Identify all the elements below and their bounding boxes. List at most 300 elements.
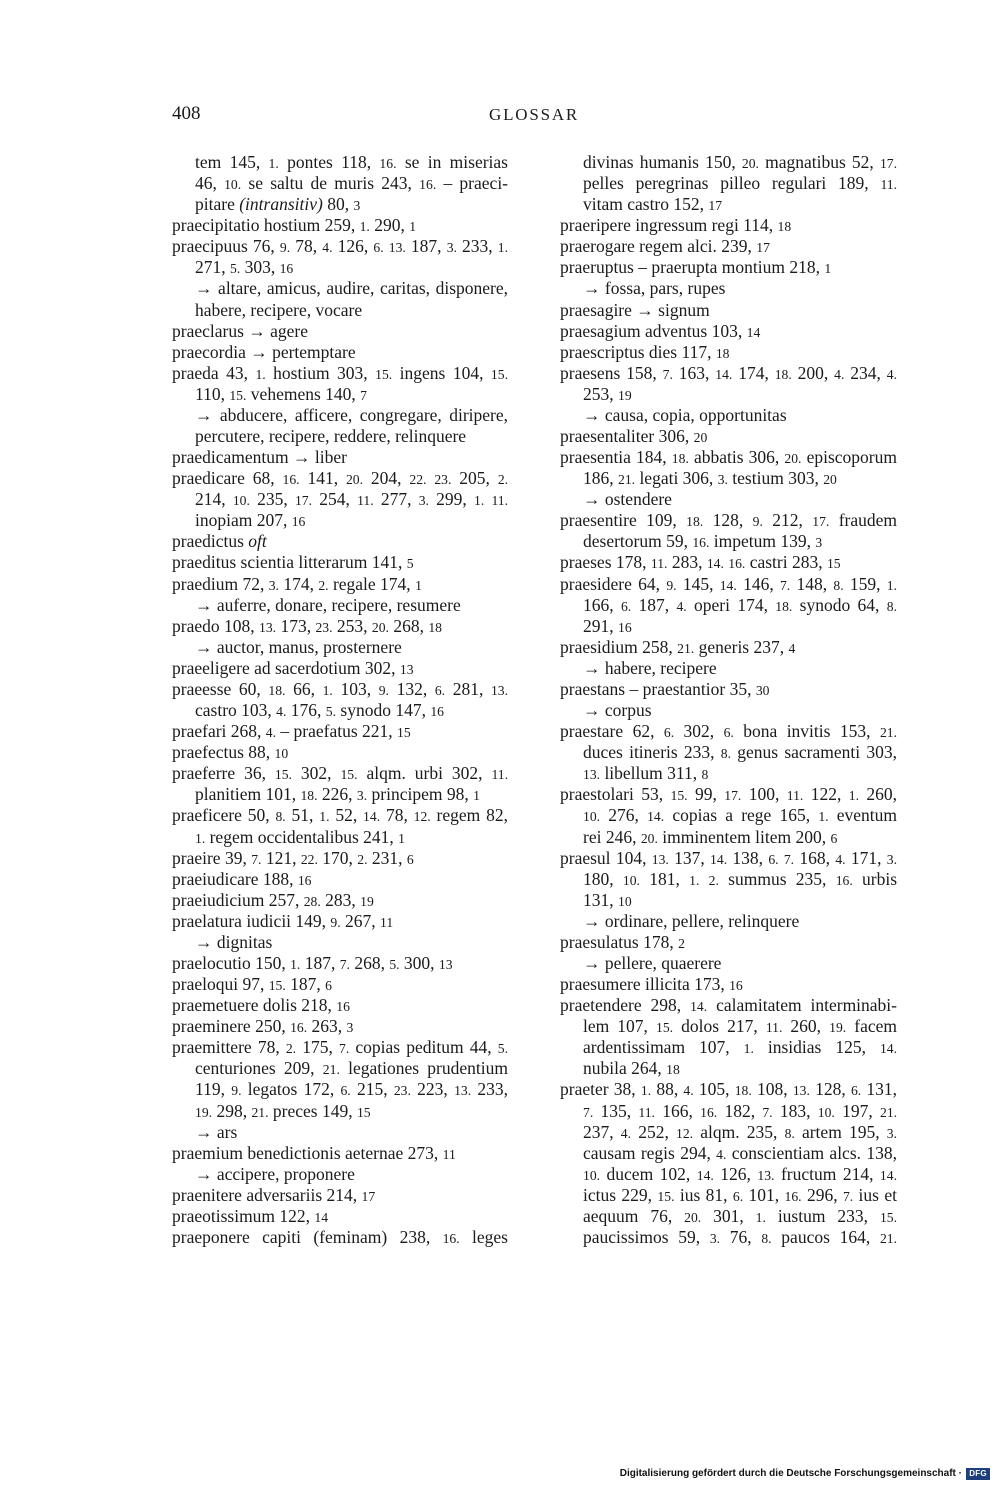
line-reference: 6. — [434, 682, 446, 698]
text-segment: praedictus — [172, 531, 249, 552]
line-reference: 21. — [322, 1062, 340, 1078]
entry-line: praeloqui 97, 15. 187, 6 — [172, 974, 332, 995]
glossary-entry — [172, 152, 508, 215]
text-segment: pitare — [195, 194, 240, 215]
line-reference: 8. — [720, 746, 732, 762]
entry-line: praemetuere dolis 218, 16 — [172, 995, 350, 1016]
entry-line: vitam castro 152, 17 — [583, 194, 723, 215]
entry-line: 271, 5. 303, 16 — [195, 257, 294, 278]
entry-line: divinas humanis 150, 20. magnatibus 52, 17. — [583, 152, 898, 172]
line-reference: 13. — [259, 619, 277, 635]
glossary-entry — [172, 890, 508, 911]
line-reference: 20. — [784, 451, 802, 467]
entry-line: praelocutio 150, 1. 187, 7. 268, 5. 300, 13 — [172, 952, 453, 973]
line-reference: 3. — [418, 493, 429, 509]
line-reference: 5 — [406, 556, 414, 572]
entry-line: 46, 10. se saltu de muris 243, 16. – praeci- — [195, 173, 509, 194]
entry-line: praeda 43, 1. hostium 303, 15. ingens 104, 15. — [172, 362, 508, 383]
glossary-entry — [172, 974, 508, 995]
funding-note: Digitalisierung gefördert durch die Deutsche Forschungsgemeinschaft · — [619, 1468, 962, 1479]
line-reference: 5. — [325, 704, 337, 720]
cross-reference-line: → accipere, proponere — [195, 1163, 355, 1184]
entry-line: praesul 104, 13. 137, 14. 138, 6. 7. 168, 4. 171, 3. — [560, 847, 897, 868]
glossary-entry — [172, 763, 508, 805]
line-reference: 15. — [657, 1188, 675, 1204]
glossary-column-right — [560, 152, 897, 1248]
line-reference: 10. — [622, 872, 640, 888]
line-reference: 18 — [428, 619, 442, 635]
entry-line: desertorum 59, 16. impetum 139, 3 — [583, 531, 823, 552]
line-reference: 8. — [761, 1230, 772, 1246]
line-reference: 10. — [224, 177, 242, 193]
line-reference: 1. — [322, 682, 333, 698]
line-reference: 7. — [583, 1104, 594, 1120]
line-reference: 11. — [357, 493, 374, 509]
glossary-column-left — [172, 152, 508, 1248]
glossary-entry — [172, 1143, 508, 1185]
line-reference: 3. — [446, 240, 457, 256]
line-reference: 6. — [850, 1083, 862, 1099]
cross-reference-line: → fossa, pars, rupes — [583, 278, 726, 299]
entry-line: paucissimos 59, 3. 76, 8. paucos 164, 21. — [583, 1226, 897, 1247]
dfg-logo: DFG — [966, 1468, 990, 1480]
entry-line: centuriones 209, 21. legationes prudentium — [195, 1058, 508, 1079]
line-reference: 10 — [618, 893, 632, 909]
entry-line: praesentire 109, 18. 128, 9. 212, 17. fraudem — [560, 510, 898, 531]
line-reference: 7. — [339, 956, 350, 972]
cross-reference-line: percutere, recipere, reddere, relinquere — [195, 426, 467, 447]
cross-reference-line: habere, recipere, vocare — [195, 299, 363, 320]
entry-line: praerogare regem alci. 239, 17 — [560, 236, 770, 257]
line-reference: 11. — [638, 1104, 655, 1120]
cross-reference-line: → auferre, donare, recipere, resumere — [195, 594, 461, 615]
line-reference: 1. — [255, 366, 266, 382]
line-reference: 13. — [490, 682, 509, 698]
line-reference: 7. — [251, 851, 262, 867]
glossary-entry — [172, 236, 508, 320]
line-reference: 9. — [330, 914, 341, 930]
line-reference: 8. — [275, 809, 286, 825]
entry-line: 10. ducem 102, 14. 126, 13. fructum 214, 14. — [583, 1163, 897, 1184]
line-reference: 13. — [651, 851, 669, 867]
line-reference: 4 — [788, 640, 796, 656]
line-reference: 4. — [716, 1146, 727, 1162]
line-reference: 2. — [285, 1041, 297, 1057]
glossary-entry — [560, 300, 897, 321]
glossary-entry — [172, 742, 508, 763]
line-reference: 21. — [251, 1104, 269, 1120]
entry-line: 7. 135, 11. 166, 16. 182, 7. 183, 10. 197, 21. — [583, 1100, 898, 1121]
glossary-entry — [172, 721, 508, 742]
line-reference: 16. — [692, 535, 710, 551]
entry-line: rei 246, 20. imminentem litem 200, 6 — [583, 826, 838, 847]
glossary-entry — [172, 953, 508, 974]
line-reference: 21. — [879, 1230, 897, 1246]
line-reference: 22. — [409, 472, 427, 488]
entry-line: praetendere 298, 14. calamitatem interminabi- — [560, 995, 897, 1016]
glossary-entry — [172, 805, 508, 847]
line-reference: 18 — [666, 1062, 680, 1078]
line-reference: 16 — [297, 872, 312, 888]
line-reference: 19. — [829, 1020, 847, 1036]
glossary-entry — [560, 974, 897, 995]
line-reference: 6. — [340, 1083, 351, 1099]
entry-line: praecordia → pertemptare — [172, 341, 356, 362]
line-reference: 14. — [879, 1041, 897, 1057]
line-reference: 13. — [454, 1083, 472, 1099]
entry-line: praedium 72, 3. 174, 2. regale 174, 1 — [172, 573, 422, 594]
line-reference: 10. — [583, 809, 601, 825]
entry-line: praedo 108, 13. 173, 23. 253, 20. 268, 18 — [172, 615, 442, 636]
text-segment: 80, 3 — [322, 194, 361, 215]
entry-line: planitiem 101, 18. 226, 3. principem 98, 1 — [195, 784, 480, 805]
entry-line: 131, 10 — [583, 889, 632, 910]
line-reference: 17 — [361, 1188, 376, 1204]
line-reference: 16 — [336, 999, 350, 1015]
italic-text: (intransitiv) — [239, 194, 323, 215]
line-reference: 23. — [393, 1083, 411, 1099]
line-reference: 1. — [743, 1041, 754, 1057]
line-reference: 4. — [683, 1083, 694, 1099]
line-reference: 2 — [678, 935, 685, 951]
entry-line: praeficere 50, 8. 51, 1. 52, 14. 78, 12. regem 82, — [172, 805, 508, 826]
line-reference: 11 — [380, 914, 394, 930]
entry-line: 253, 19 — [583, 383, 632, 404]
line-reference: 9. — [666, 577, 677, 593]
entry-line: pelles peregrinas pilleo regulari 189, 11. — [583, 173, 897, 194]
cross-reference-line: → dignitas — [195, 931, 273, 952]
line-reference: 7. — [662, 366, 673, 382]
glossary-entry — [560, 447, 897, 510]
line-reference: 1. — [848, 788, 859, 804]
entry-line: praeesse 60, 18. 66, 1. 103, 9. 132, 6. 281, 13. — [172, 678, 509, 699]
line-reference: 1. — [474, 493, 485, 509]
line-reference: 4. — [834, 366, 845, 382]
line-reference: 11. — [650, 556, 668, 572]
line-reference: 18. — [774, 366, 792, 382]
entry-line: lem 107, 15. dolos 217, 11. 260, 19. facem — [583, 1016, 897, 1037]
glossary-entry — [560, 363, 897, 426]
line-reference: 16 — [430, 704, 444, 720]
entry-line — [172, 194, 508, 215]
glossary-entry — [172, 1206, 508, 1227]
line-reference: 2. — [708, 872, 719, 888]
glossary-entry — [560, 426, 897, 447]
line-reference: 17 — [756, 240, 770, 256]
line-reference: 14. — [363, 809, 381, 825]
entry-line: praeclarus → agere — [172, 320, 309, 341]
line-reference: 6. — [620, 598, 632, 614]
line-reference: 6. — [663, 725, 675, 741]
line-reference: 16. — [282, 472, 300, 488]
glossary-entry — [560, 637, 897, 679]
entry-line: inopiam 207, 16 — [195, 510, 306, 531]
cross-reference-line: → causa, copia, opportunitas — [583, 404, 787, 425]
line-reference: 17. — [724, 788, 742, 804]
entry-line: praefari 268, 4. – praefatus 221, 15 — [172, 721, 411, 742]
entry-line: 291, 16 — [583, 615, 632, 636]
glossary-entry — [172, 995, 508, 1016]
line-reference: 14. — [879, 1167, 897, 1183]
glossary-entry — [560, 257, 897, 299]
entry-line: praesagium adventus 103, 14 — [560, 320, 761, 341]
glossary-entry — [560, 932, 897, 974]
line-reference: 16. — [700, 1104, 718, 1120]
line-reference: 3 — [353, 198, 361, 214]
line-reference: 1 — [473, 788, 480, 804]
line-reference: 18 — [777, 219, 792, 235]
italic-text: oft — [248, 531, 267, 552]
entry-line: praedicare 68, 16. 141, 20. 204, 22. 23. 205, 2. — [172, 468, 509, 489]
line-reference: 12. — [413, 809, 431, 825]
line-reference: 9. — [279, 240, 291, 256]
entry-line: praemium benedictionis aeternae 273, 11 — [172, 1142, 456, 1163]
line-reference: 20 — [823, 472, 837, 488]
line-reference: 2. — [318, 577, 329, 593]
entry-line: praesumere illicita 173, 16 — [560, 974, 743, 995]
glossary-entry — [560, 721, 897, 784]
line-reference: 14. — [710, 851, 728, 867]
line-reference: 20. — [684, 1209, 702, 1225]
cross-reference-line: → abducere, afficere, congregare, diripere, — [195, 404, 508, 425]
entry-line: praestans – praestantior 35, 30 — [560, 678, 770, 699]
line-reference: 9. — [378, 682, 389, 698]
line-reference: 20. — [640, 830, 658, 846]
line-reference: 6 — [406, 851, 414, 867]
line-reference: 3 — [815, 535, 823, 551]
glossary-entry — [560, 574, 897, 637]
cross-reference-line: → corpus — [583, 700, 652, 721]
entry-line: praenitere adversariis 214, 17 — [172, 1184, 376, 1205]
line-reference: 1. — [319, 809, 330, 825]
entry-line: tem 145, 1. pontes 118, 16. se in miserias — [195, 152, 508, 172]
line-reference: 16. — [290, 1020, 308, 1036]
line-reference: 6. — [723, 725, 734, 741]
line-reference: 18. — [671, 451, 689, 467]
entry-line: praeminere 250, 16. 263, 3 — [172, 1016, 354, 1037]
entry-line: causam regis 294, 4. conscientiam alcs. 138, — [583, 1142, 897, 1163]
line-reference: 7. — [762, 1104, 773, 1120]
line-reference: 3. — [268, 577, 279, 593]
line-reference: 19. — [195, 1104, 213, 1120]
line-reference: 14. — [696, 1167, 714, 1183]
entry-line: praelatura iudicii 149, 9. 267, 11 — [172, 910, 394, 931]
entry-line: praeruptus – praerupta montium 218, 1 — [560, 257, 832, 278]
line-reference: 6. — [373, 240, 384, 256]
line-reference: 3 — [346, 1020, 354, 1036]
line-reference: 14. — [647, 809, 665, 825]
cross-reference-line: → altare, amicus, audire, caritas, disponere, — [195, 278, 508, 299]
line-reference: 15. — [656, 1020, 674, 1036]
entry-line: praeiudicium 257, 28. 283, 19 — [172, 889, 374, 910]
line-reference: 16. — [784, 1188, 802, 1204]
line-reference: 6. — [768, 851, 779, 867]
entry-line: praesulatus 178, 2 — [560, 931, 685, 952]
line-reference: 18. — [268, 682, 286, 698]
line-reference: 16 — [279, 261, 294, 277]
cross-reference-line: → ars — [195, 1121, 238, 1142]
entry-line: praeferre 36, 15. 302, 15. alqm. urbi 302, 11. — [172, 763, 508, 784]
entry-line: duces itineris 233, 8. genus sacramenti 303, — [583, 742, 897, 763]
line-reference: 19 — [618, 387, 632, 403]
line-reference: 14. — [690, 999, 708, 1015]
entry-line: castro 103, 4. 176, 5. synodo 147, 16 — [195, 700, 444, 721]
glossary-entry — [560, 152, 897, 215]
glossary-entry — [172, 1037, 508, 1142]
line-reference: 16. — [419, 177, 437, 193]
glossary-entry — [172, 447, 508, 468]
line-reference: 17. — [294, 493, 313, 509]
line-reference: 10. — [817, 1104, 835, 1120]
line-reference: 4. — [886, 366, 898, 382]
line-reference: 1. — [818, 809, 829, 825]
line-reference: 3. — [717, 472, 728, 488]
line-reference: 1. — [689, 872, 700, 888]
line-reference: 11. — [786, 788, 804, 804]
line-reference: 8. — [784, 1125, 795, 1141]
line-reference: 4. — [322, 240, 333, 256]
entry-line: praeiudicare 188, 16 — [172, 868, 312, 889]
glossary-entry — [172, 321, 508, 342]
glossary-entry — [172, 531, 508, 552]
line-reference: 2. — [357, 851, 368, 867]
line-reference: 10. — [232, 493, 250, 509]
line-reference: 21. — [880, 1104, 898, 1120]
glossary-entry — [172, 679, 508, 721]
entry-line: praeire 39, 7. 121, 22. 170, 2. 231, 6 — [172, 847, 414, 868]
line-reference: 14. — [715, 366, 733, 382]
glossary-entry — [172, 911, 508, 953]
line-reference: 18. — [734, 1083, 752, 1099]
glossary-entry — [560, 1079, 897, 1248]
cross-reference-line: → ordinare, pellere, relinquere — [583, 910, 800, 931]
glossary-entry — [172, 363, 508, 447]
line-reference: 13. — [388, 240, 406, 256]
line-reference: 7. — [339, 1041, 350, 1057]
glossary-entry — [172, 468, 508, 531]
line-reference: 1. — [290, 956, 301, 972]
line-reference: 20. — [371, 619, 389, 635]
entry-line: praecipuus 76, 9. 78, 4. 126, 6. 13. 187, 3. 233, 1. — [172, 236, 509, 257]
entry-line: praeter 38, 1. 88, 4. 105, 18. 108, 13. 128, 6. 131, — [560, 1079, 898, 1100]
line-reference: 15 — [397, 725, 411, 741]
digitization-footer — [620, 1467, 990, 1481]
entry-line: 237, 4. 252, 12. alqm. 235, 8. artem 195, 3. — [583, 1121, 897, 1142]
line-reference: 9. — [231, 1083, 242, 1099]
line-reference: 20 — [693, 430, 708, 446]
line-reference: 3. — [356, 788, 368, 804]
glossary-entry — [172, 1185, 508, 1206]
entry-line: praeses 178, 11. 283, 14. 16. castri 283, 15 — [560, 552, 841, 573]
glossary-entry — [172, 616, 508, 658]
glossary-entry — [172, 342, 508, 363]
line-reference: 15. — [670, 788, 688, 804]
glossary-entry — [560, 552, 897, 573]
glossary-entry — [560, 236, 897, 257]
entry-line: 214, 10. 235, 17. 254, 11. 277, 3. 299, 1. 11. — [195, 489, 508, 510]
line-reference: 14. — [719, 577, 737, 593]
entry-line: praestare 62, 6. 302, 6. bona invitis 153, 21. — [560, 721, 897, 742]
line-reference: 13. — [792, 1083, 810, 1099]
entry-line: 110, 15. vehemens 140, 7 — [195, 383, 367, 404]
entry-line: 180, 10. 181, 1. 2. summus 235, 16. urbis — [583, 868, 898, 889]
line-reference: 15 — [826, 556, 841, 572]
line-reference: 1. — [497, 240, 509, 256]
glossary-entry — [560, 784, 897, 847]
line-reference: 16. — [728, 556, 746, 572]
entry-line: praecipitatio hostium 259, 1. 290, 1 — [172, 215, 417, 236]
line-reference: 3. — [886, 851, 897, 867]
glossary-entry — [560, 510, 897, 552]
line-reference: 15. — [229, 387, 247, 403]
entry-line: ardentissimam 107, 1. insidias 125, 14. — [583, 1037, 897, 1058]
line-reference: 14. — [706, 556, 724, 572]
running-head: GLOSSAR — [489, 105, 580, 124]
entry-line: praeditus scientia litterarum 141, 5 — [172, 552, 414, 573]
line-reference: 1. — [755, 1209, 766, 1225]
cross-reference-line: → pellere, quaerere — [583, 952, 722, 973]
line-reference: 16 — [291, 514, 306, 530]
entry-line: 166, 6. 187, 4. operi 174, 18. synodo 64, 8. — [583, 594, 897, 615]
line-reference: 4. — [620, 1125, 632, 1141]
glossary-entry — [560, 342, 897, 363]
line-reference: 1 — [398, 830, 405, 846]
line-reference: 4. — [265, 725, 277, 741]
line-reference: 5. — [389, 956, 400, 972]
line-reference: 17 — [708, 198, 723, 214]
entry-line: praestolari 53, 15. 99, 17. 100, 11. 122, 1. 260, — [560, 784, 898, 805]
line-reference: 3. — [709, 1230, 721, 1246]
entry-line: 13. libellum 311, 8 — [583, 763, 709, 784]
line-reference: 18. — [300, 788, 318, 804]
entry-line: praesidium 258, 21. generis 237, 4 — [560, 636, 796, 657]
line-reference: 6. — [732, 1188, 744, 1204]
line-reference: 11. — [491, 767, 508, 783]
line-reference: 16. — [442, 1230, 460, 1246]
line-reference: 13. — [757, 1167, 775, 1183]
line-reference: 9. — [752, 514, 763, 530]
line-reference: 4. — [276, 704, 287, 720]
entry-line: praefectus 88, 10 — [172, 742, 289, 763]
line-reference: 5. — [230, 261, 241, 277]
line-reference: 14 — [314, 1209, 329, 1225]
line-reference: 18. — [775, 598, 793, 614]
glossary-entry — [172, 552, 508, 573]
line-reference: 1 — [415, 577, 422, 593]
line-reference: 18 — [715, 345, 730, 361]
line-reference: 1. — [359, 219, 370, 235]
line-reference: 13. — [583, 767, 601, 783]
line-reference: 8 — [701, 767, 709, 783]
line-reference: 6 — [830, 830, 838, 846]
line-reference: 23. — [315, 619, 333, 635]
line-reference: 8. — [886, 598, 897, 614]
line-reference: 7. — [842, 1188, 854, 1204]
entry-line: 186, 21. legati 306, 3. testium 303, 20 — [583, 468, 837, 489]
glossary-entry — [172, 1227, 508, 1248]
line-reference: 1. — [268, 156, 279, 171]
entry-line: 10. 276, 14. copias a rege 165, 1. eventum — [583, 805, 897, 826]
line-reference: 15 — [356, 1104, 371, 1120]
line-reference: 20. — [345, 472, 364, 488]
page-number: 408 — [172, 103, 201, 124]
entry-line: praeeligere ad sacerdotium 302, 13 — [172, 657, 414, 678]
line-reference: 17. — [879, 156, 898, 171]
line-reference: 18. — [686, 514, 704, 530]
entry-line: 19. 298, 21. preces 149, 15 — [195, 1100, 371, 1121]
entry-line: praemittere 78, 2. 175, 7. copias peditum 44, 5. — [172, 1037, 508, 1058]
glossary-entry — [172, 869, 508, 890]
